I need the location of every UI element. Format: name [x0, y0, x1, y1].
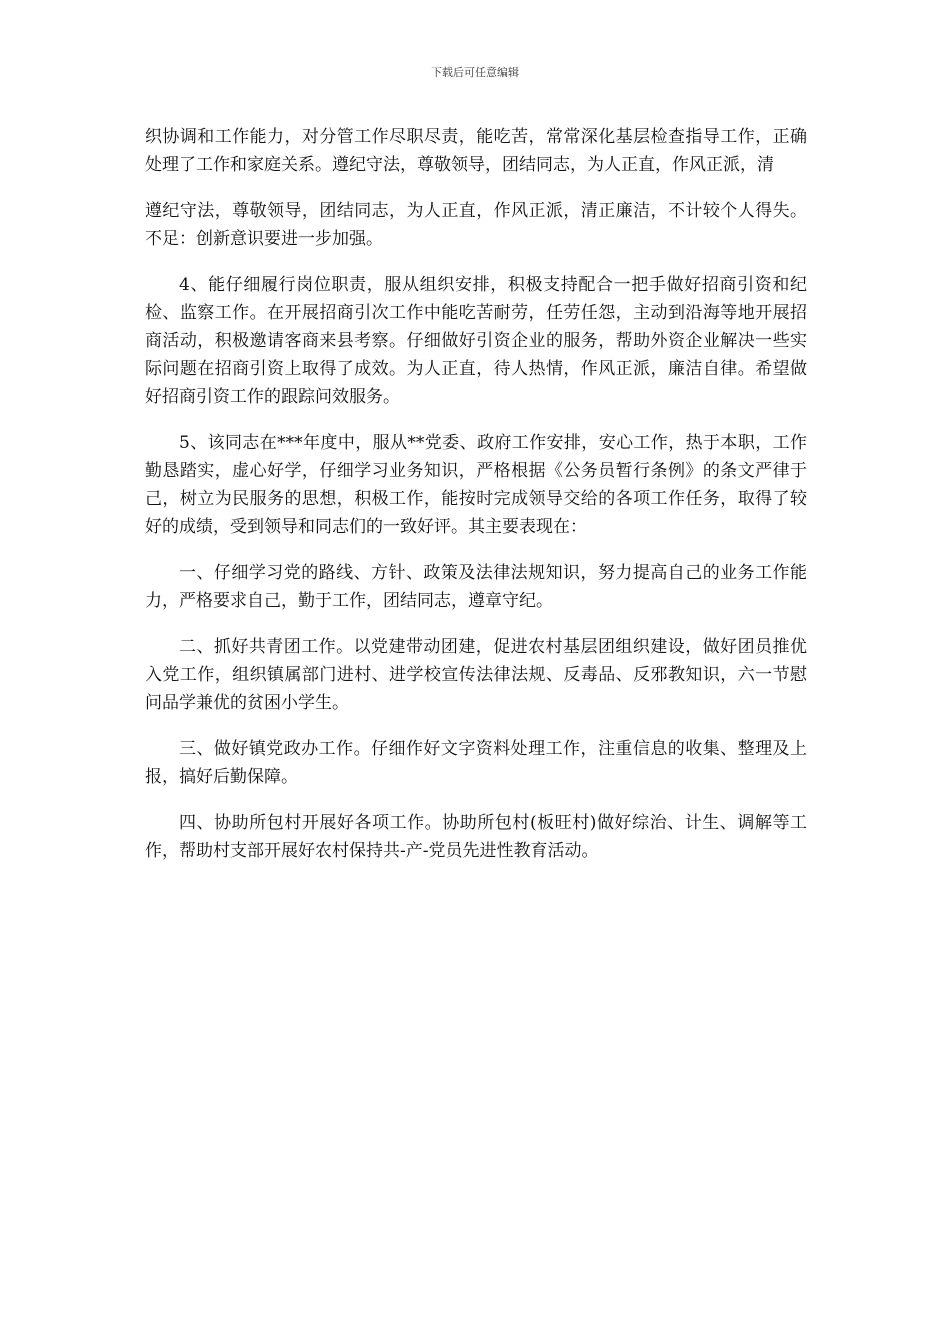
header-note: 下载后可任意编辑 — [431, 66, 519, 79]
paragraph-6: 二、抓好共青团工作。以党建带动团建，促进农村基层团组织建设，做好团员推优入党工作，组织镇属部门进村、进学校宣传法律法规、反毒品、反邪教知识，六一节慰问品学兼优的贫困小学生。 — [145, 637, 807, 713]
paragraph-1: 织协调和工作能力，对分管工作尽职尽责，能吃苦，常常深化基层检查指导工作，正确处理了工作和家庭关系。遵纪守法，尊敬领导，团结同志，为人正直，作风正派，清 — [145, 127, 807, 175]
paragraph-2: 遵纪守法，尊敬领导，团结同志，为人正直，作风正派，清正廉洁，不计较个人得失。不足：创新意识要进一步加强。 — [145, 201, 807, 249]
paragraph-8: 四、协助所包村开展好各项工作。协助所包村(板旺村)做好综治、计生、调解等工作，帮助村支部开展好农村保持共-产-党员先进性教育活动。 — [145, 813, 807, 861]
document-body — [145, 123, 807, 883]
paragraph-4: 5、该同志在***年度中，服从**党委、政府工作安排，安心工作，热于本职，工作勤恳踏实，虚心好学，仔细学习业务知识，严格根据《公务员暂行条例》的条文严律于己，树立为民服务的思想，积极工作，能按时完成领导交给的各项工作任务，取得了较好的成绩，受到领导和同志们的一致好评。其主要表现在： — [145, 433, 807, 537]
paragraph-3: 4、能仔细履行岗位职责，服从组织安排，积极支持配合一把手做好招商引资和纪检、监察工作。在开展招商引次工作中能吃苦耐劳，任劳任怨，主动到沿海等地开展招商活动，积极邀请客商来县考察。仔细做好引资企业的服务，帮助外资企业解决一些实际问题在招商引资上取得了成效。为人正直，待人热情，作风正派，廉洁自律。希望做好招商引资工作的跟踪问效服务。 — [145, 275, 807, 407]
paragraph-7: 三、做好镇党政办工作。仔细作好文字资料处理工作，注重信息的收集、整理及上报，搞好后勤保障。 — [145, 739, 807, 787]
paragraph-5: 一、仔细学习党的路线、方针、政策及法律法规知识，努力提高自己的业务工作能力，严格要求自己，勤于工作，团结同志，遵章守纪。 — [145, 563, 807, 611]
